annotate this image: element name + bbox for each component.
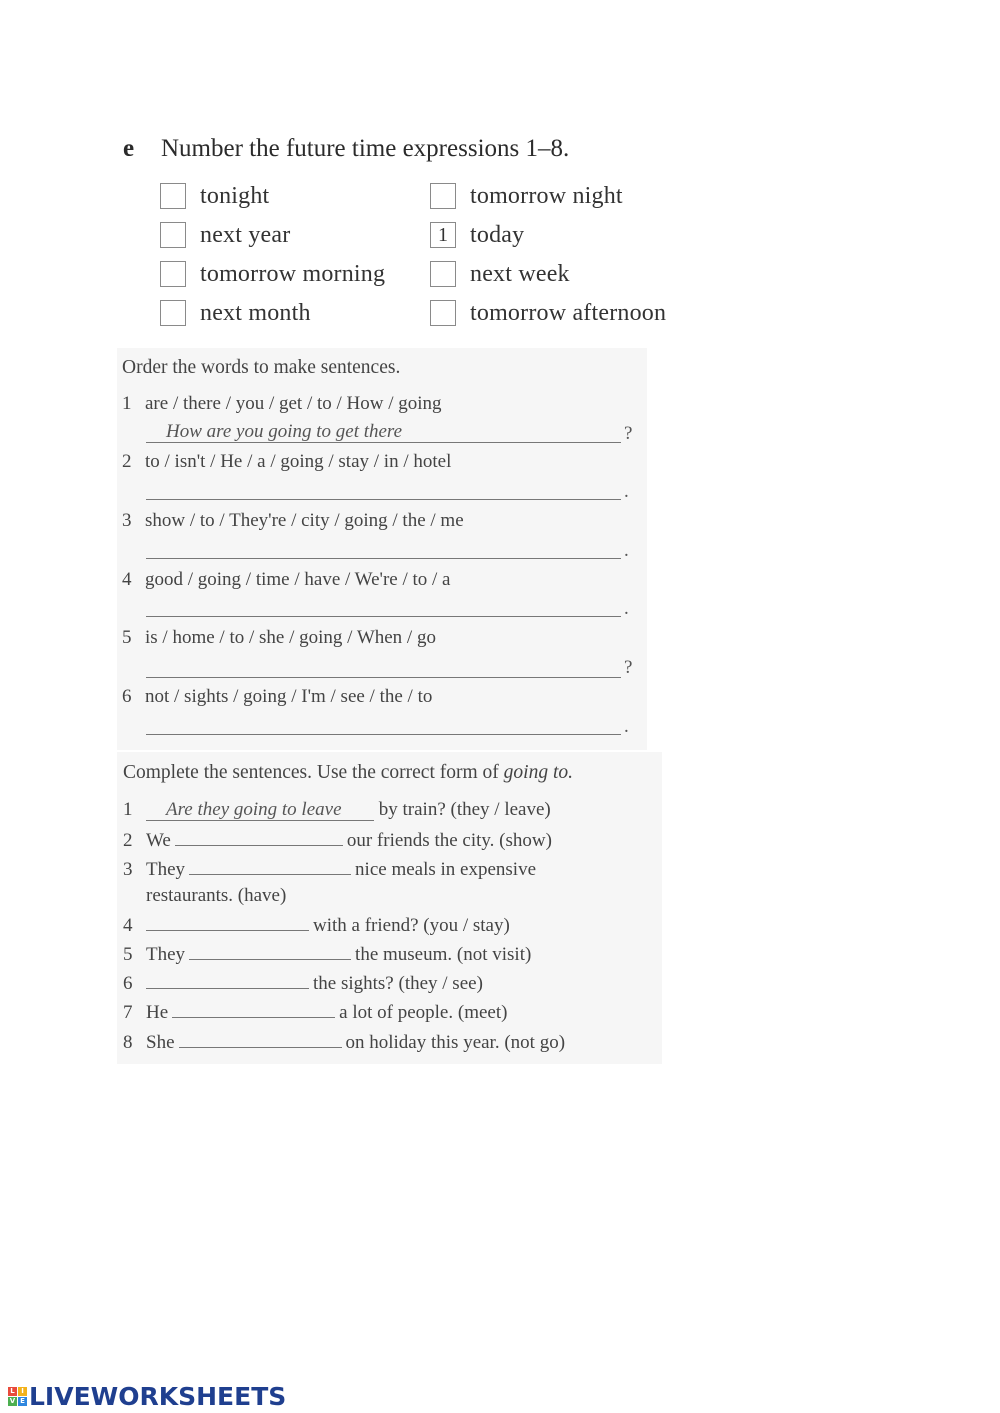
time-expression-row — [430, 220, 524, 250]
time-expression-row — [430, 259, 570, 289]
answer-line[interactable] — [146, 558, 621, 559]
complete-item — [123, 943, 531, 966]
instruction-em: going to. — [503, 762, 573, 783]
sentence-continuation: restaurants. (have) — [146, 885, 287, 906]
item-words: not / sights / going / I'm / see / the / to — [145, 686, 433, 707]
number-box[interactable] — [160, 183, 186, 209]
end-punctuation: . — [624, 598, 629, 619]
answer-line[interactable] — [146, 616, 621, 617]
time-expression-label: next week — [470, 260, 570, 287]
time-expression-row — [160, 298, 311, 328]
answer-line[interactable] — [146, 499, 621, 500]
answer-text: Are they going to leave — [166, 799, 342, 820]
logo-letter: E — [18, 1397, 27, 1406]
time-expression-label: next month — [200, 299, 311, 326]
time-expression-label: tomorrow morning — [200, 260, 386, 287]
complete-item — [123, 829, 552, 852]
answer-blank[interactable] — [146, 800, 374, 821]
time-expression-label: next year — [200, 221, 291, 248]
logo-text: LIVEWORKSHEETS — [29, 1382, 287, 1411]
sentence-rest: with a friend? (you / stay) — [313, 915, 510, 936]
sentence-subject: They — [146, 944, 186, 965]
sentence-subject: She — [146, 1032, 175, 1053]
item-number: 4 — [123, 915, 133, 936]
complete-item — [123, 799, 551, 821]
number-box[interactable] — [430, 261, 456, 287]
order-words-instruction: Order the words to make sentences. — [122, 357, 401, 378]
sentence-subject: They — [146, 859, 186, 880]
time-expression-label: today — [470, 221, 525, 248]
order-item — [122, 627, 436, 649]
item-words: good / going / time / have / We're / to / a — [145, 569, 451, 590]
item-number: 2 — [122, 451, 132, 472]
number-box[interactable] — [160, 261, 186, 287]
end-punctuation: ? — [624, 423, 633, 444]
sentence-rest: the museum. (not visit) — [355, 944, 532, 965]
logo-letter: V — [9, 1397, 16, 1405]
item-number: 4 — [122, 569, 132, 590]
answer-blank[interactable] — [179, 1031, 342, 1048]
item-number: 3 — [122, 510, 132, 531]
item-words: show / to / They're / city / going / the / me — [145, 510, 464, 531]
number-box[interactable]: 1 — [430, 222, 456, 248]
item-number: 7 — [123, 1002, 133, 1023]
sentence-rest: on holiday this year. (not go) — [345, 1032, 566, 1053]
complete-instruction — [123, 762, 573, 784]
order-item — [122, 393, 442, 415]
complete-item — [123, 972, 483, 995]
sentence-rest: our friends the city. (show) — [346, 830, 552, 851]
sentence-rest: nice meals in expensive — [355, 859, 537, 880]
number-box[interactable] — [160, 300, 186, 326]
time-expression-label: tonight — [200, 182, 270, 209]
end-punctuation: . — [624, 716, 629, 737]
end-punctuation: . — [624, 540, 629, 561]
number-box[interactable] — [160, 222, 186, 248]
answer-blank[interactable] — [146, 972, 309, 989]
complete-item — [123, 858, 536, 881]
logo-icon — [8, 1387, 27, 1406]
time-expression-label: tomorrow afternoon — [470, 299, 667, 326]
item-number: 3 — [123, 859, 133, 880]
sentence-rest: a lot of people. (meet) — [339, 1002, 508, 1023]
order-item — [122, 451, 451, 473]
item-number: 2 — [123, 830, 133, 851]
order-item — [122, 686, 432, 708]
item-number: 6 — [123, 973, 133, 994]
item-number: 1 — [123, 799, 133, 820]
time-expression-label: tomorrow night — [470, 182, 623, 209]
item-words: is / home / to / she / going / When / go — [145, 627, 436, 648]
answer-blank[interactable] — [175, 829, 343, 846]
complete-item — [123, 914, 510, 937]
answer-line[interactable] — [146, 734, 621, 735]
item-number: 6 — [122, 686, 132, 707]
answer-text: How are you going to get there — [166, 421, 403, 442]
item-words: to / isn't / He / a / going / stay / in / hotel — [145, 451, 452, 472]
answer-blank[interactable] — [146, 914, 309, 931]
sentence-subject: We — [146, 830, 171, 851]
time-expression-row — [430, 298, 666, 328]
item-words: are / there / you / get / to / How / going — [145, 393, 442, 414]
item-number: 5 — [122, 627, 132, 648]
answer-blank[interactable] — [172, 1001, 335, 1018]
logo-letter: I — [18, 1387, 27, 1396]
time-expression-row — [160, 220, 290, 250]
sentence-rest: the sights? (they / see) — [313, 973, 483, 994]
end-punctuation: ? — [624, 657, 633, 678]
time-expression-row — [160, 259, 385, 289]
complete-item — [123, 1001, 507, 1024]
item-number: 5 — [123, 944, 133, 965]
time-expression-row — [430, 181, 623, 211]
item-number: 8 — [123, 1032, 133, 1053]
section-title: Number the future time expressions 1–8. — [161, 135, 570, 162]
instruction-main: Complete the sentences. Use the correct form of — [123, 762, 504, 783]
order-item — [122, 569, 450, 591]
complete-item — [123, 1031, 565, 1054]
time-expression-row — [160, 181, 269, 211]
answer-line[interactable] — [146, 677, 621, 678]
section-letter: e — [123, 135, 135, 162]
item-number: 1 — [122, 393, 132, 414]
number-box[interactable] — [430, 183, 456, 209]
answer-blank[interactable] — [189, 943, 351, 960]
answer-blank[interactable] — [189, 858, 351, 875]
logo-letter: L — [8, 1387, 17, 1396]
sentence-subject: He — [146, 1002, 169, 1023]
order-item — [122, 510, 464, 532]
liveworksheets-logo[interactable] — [8, 1382, 286, 1411]
number-box[interactable] — [430, 300, 456, 326]
sentence-rest: by train? (they / leave) — [378, 799, 551, 820]
end-punctuation: . — [624, 481, 629, 502]
